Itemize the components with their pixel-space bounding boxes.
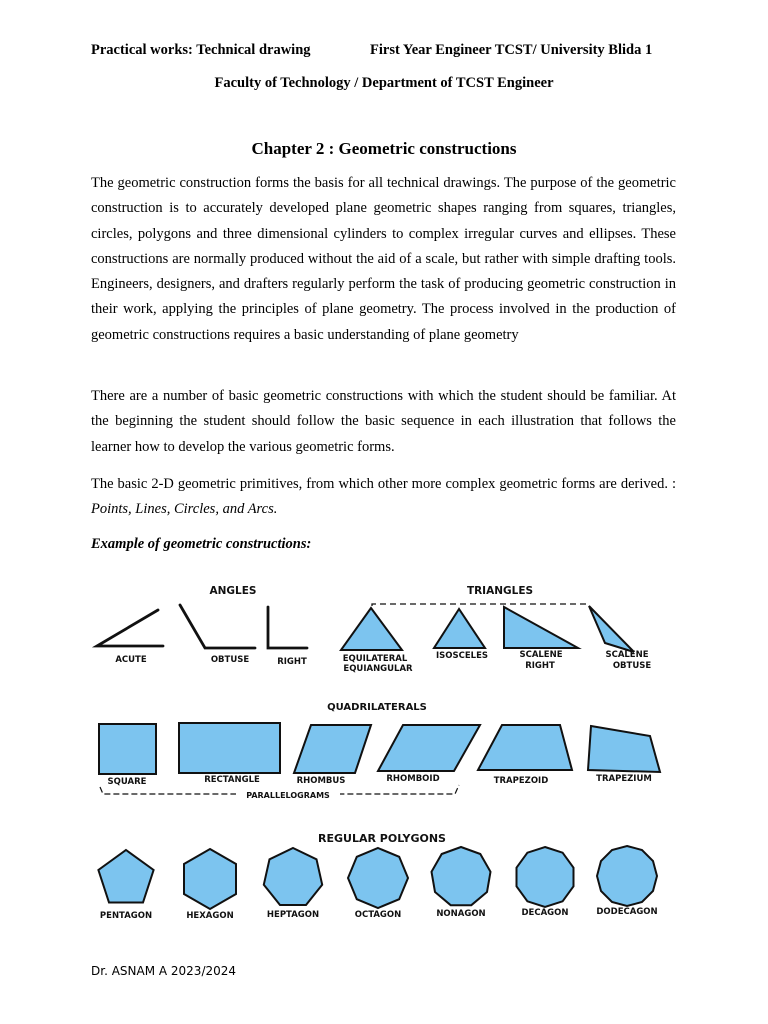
- label-decagon: DECAGON: [521, 908, 569, 918]
- primitives-list: Points, Lines, Circles, and Arcs.: [91, 501, 278, 518]
- label-equiangular: EQUIANGULAR: [343, 664, 413, 674]
- decagon-shape: [517, 847, 574, 907]
- label-parallelograms: PARALLELOGRAMS: [246, 791, 330, 800]
- header-left: Practical works: Technical drawing: [91, 42, 311, 58]
- primitives-lead: The basic 2-D geometric primitives, from which other more complex geometric forms are derived. :: [91, 476, 676, 492]
- label-equilateral: EQUILATERAL: [342, 654, 408, 664]
- heading-triangles: TRIANGLES: [466, 585, 534, 597]
- dodecagon-shape: [597, 846, 657, 906]
- label-octagon: OCTAGON: [354, 910, 402, 920]
- footer-author: Dr. ASNAM A 2023/2024: [91, 964, 237, 978]
- heading-quadrilaterals: QUADRILATERALS: [327, 702, 427, 713]
- right-angle: [268, 607, 307, 648]
- rhombus-shape: [294, 725, 371, 773]
- hexagon-shape: [184, 849, 236, 909]
- label-right: RIGHT: [277, 657, 307, 667]
- heading-regular-polygons: REGULAR POLYGONS: [318, 832, 446, 845]
- acute-angle: [97, 610, 163, 646]
- label-acute: ACUTE: [115, 655, 147, 665]
- obtuse-angle: [180, 605, 255, 648]
- label-dodecagon: DODECAGON: [596, 907, 658, 917]
- label-scalene-obtuse-1: SCALENE: [605, 650, 649, 660]
- label-pentagon: PENTAGON: [99, 911, 153, 921]
- label-hexagon: HEXAGON: [186, 911, 234, 921]
- header-right: First Year Engineer TCST/ University Blida 1: [370, 42, 653, 58]
- rectangle-shape: [179, 723, 280, 773]
- label-isosceles: ISOSCELES: [435, 651, 489, 661]
- trapezoid-shape: [478, 725, 572, 770]
- triangles-bracket: [372, 604, 586, 606]
- label-heptagon: HEPTAGON: [266, 910, 320, 920]
- trapezium-shape: [588, 726, 660, 772]
- nonagon-shape: [432, 847, 491, 905]
- label-scalene-right-1: SCALENE: [519, 650, 563, 660]
- scalene-obtuse-triangle: [589, 606, 634, 652]
- example-heading: Example of geometric constructions:: [91, 536, 312, 552]
- label-trapezium: TRAPEZIUM: [596, 774, 652, 784]
- heptagon-shape: [264, 848, 322, 905]
- label-rhombus: RHOMBUS: [296, 776, 346, 786]
- octagon-shape: [348, 848, 408, 908]
- isosceles-triangle: [434, 609, 485, 648]
- paragraph-intro: The geometric construction forms the basis for all technical drawings. The purpose of the geometric construction is to accurately developed plane geometric shapes ranging from squares, triangles, circles, polygons and three dimensional cylinders to complex irregular curves and ellipses. These constructions are normally produced without the aid of a scale, but rather with simple drafting tools. Engineers, designers, and drafters regularly perform the task of producing geometric construction in their work, applying the principles of plane geometry. The process involved in the production of geometric constructions requires a basic understanding of plane geometry: [91, 175, 676, 343]
- label-scalene-obtuse-2: OBTUSE: [612, 661, 652, 671]
- label-rhomboid: RHOMBOID: [386, 774, 440, 784]
- label-square: SQUARE: [107, 777, 147, 787]
- label-obtuse: OBTUSE: [210, 655, 250, 665]
- regular-polygons-group: [98, 846, 657, 909]
- label-rectangle: RECTANGLE: [204, 775, 260, 785]
- label-nonagon: NONAGON: [436, 909, 486, 919]
- pentagon-shape: [98, 850, 153, 903]
- label-scalene-right-2: RIGHT: [525, 661, 555, 671]
- paragraph-basic-constructions: There are a number of basic geometric constructions with which the student should be familiar. At the beginning the student should follow the basic sequence in each illustration that follows the learner how to develop the various geometric forms.: [91, 388, 676, 455]
- chapter-title: Chapter 2 : Geometric constructions: [251, 139, 517, 158]
- scalene-right-triangle: [504, 607, 578, 648]
- rhomboid-shape: [378, 725, 480, 771]
- heading-angles: ANGLES: [209, 585, 257, 597]
- label-trapezoid: TRAPEZOID: [493, 776, 549, 786]
- equilateral-triangle: [341, 608, 402, 650]
- header-faculty: Faculty of Technology / Department of TCST Engineer: [214, 75, 554, 91]
- square-shape: [99, 724, 156, 774]
